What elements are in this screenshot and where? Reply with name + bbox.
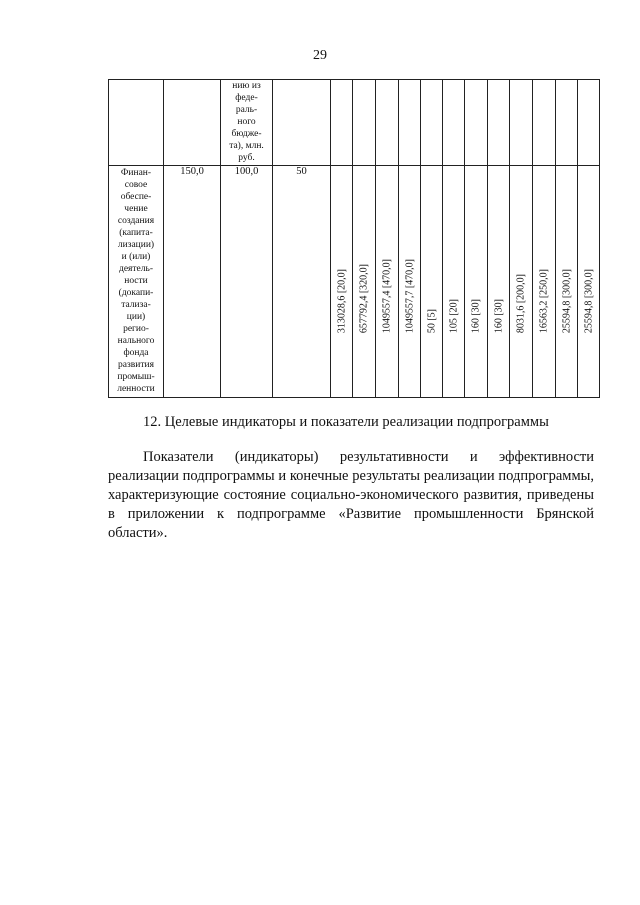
cell-col4: 50 xyxy=(273,166,331,398)
value-text: 25594,8 [300,0] xyxy=(561,268,572,333)
value-cell xyxy=(465,166,488,398)
header-cell xyxy=(273,80,331,166)
text-line: совое xyxy=(124,180,148,190)
header-cell xyxy=(488,80,510,166)
header-cell xyxy=(376,80,399,166)
header-cell xyxy=(399,80,421,166)
text-line: фонда xyxy=(123,348,149,358)
value-cell xyxy=(353,166,376,398)
text-line: создания xyxy=(117,216,155,226)
text-line: руб. xyxy=(238,153,255,163)
text-line: и (или) xyxy=(121,252,151,262)
cell-col3: 100,0 xyxy=(221,166,273,398)
text-line: (капита- xyxy=(119,228,153,238)
text-line: раль- xyxy=(235,105,258,115)
header-cell xyxy=(556,80,578,166)
header-cell xyxy=(510,80,533,166)
value-text: 16563,2 [250,0] xyxy=(538,268,550,333)
section-heading: 12. Целевые индикаторы и показатели реализации подпрограммы xyxy=(143,414,549,430)
cell-col2: 150,0 xyxy=(164,166,221,398)
value-cell xyxy=(421,166,443,398)
value-text: 50 [5] xyxy=(426,308,437,333)
text-line: ленности xyxy=(117,384,155,394)
text-line: ного xyxy=(237,117,256,127)
indicators-table xyxy=(108,79,600,398)
header-cell xyxy=(164,80,221,166)
text-line: ции) xyxy=(126,312,146,322)
value-cell xyxy=(399,166,421,398)
value-text: 160 [30] xyxy=(470,298,482,333)
value-text: 8031,6 [200,0] xyxy=(515,273,527,333)
text-line: (докапи- xyxy=(118,288,154,298)
header-cell xyxy=(109,80,164,166)
header-cell xyxy=(533,80,556,166)
text-line: промыш- xyxy=(117,372,155,382)
page-number: 29 xyxy=(313,48,327,63)
value-cell xyxy=(510,166,533,398)
value-cell xyxy=(578,166,600,398)
value-cell xyxy=(376,166,399,398)
header-cell-budget xyxy=(221,80,273,166)
table-row xyxy=(109,166,600,398)
value-text: 313028,6 [20,0] xyxy=(336,268,347,333)
text-line: обеспе- xyxy=(120,192,152,202)
value-text: 160 [30] xyxy=(493,298,504,333)
header-cell xyxy=(578,80,600,166)
text-line: деятель- xyxy=(118,264,154,274)
text-line: ности xyxy=(124,276,148,286)
row-name-cell xyxy=(109,166,164,398)
header-cell xyxy=(443,80,465,166)
value-text: 25594,8 [300,0] xyxy=(583,268,594,333)
header-cell xyxy=(421,80,443,166)
text-line: лизации) xyxy=(117,240,155,250)
header-cell xyxy=(331,80,353,166)
table-header-row xyxy=(109,80,600,166)
value-cell xyxy=(556,166,578,398)
header-cell xyxy=(465,80,488,166)
text-line: бюдже- xyxy=(231,129,262,139)
text-line: нального xyxy=(117,336,155,346)
header-budget-text xyxy=(221,80,272,164)
value-cell xyxy=(443,166,465,398)
value-cell xyxy=(488,166,510,398)
value-cell xyxy=(533,166,556,398)
text-line: регио- xyxy=(123,324,149,334)
value-text: 1049557,7 [470,0] xyxy=(404,258,415,333)
header-cell xyxy=(353,80,376,166)
value-text: 105 [20] xyxy=(448,298,459,333)
value-text: 1049557,4 [470,0] xyxy=(381,258,393,333)
row-name-text xyxy=(109,166,163,395)
text-line: чение xyxy=(124,204,148,214)
value-text: 657792,4 [320,0] xyxy=(358,263,370,333)
section-paragraph: Показатели (индикаторы) результативности и эффективности реализации подпрограммы и конечные результаты реализации подпрограммы, характеризующие состояние социально-экономического развития, приведены в приложении к подпрограмме «Развитие промышленности Брянской области». xyxy=(108,449,594,541)
text-line: феде- xyxy=(235,93,258,103)
text-line: Финан- xyxy=(120,168,152,178)
value-cell xyxy=(331,166,353,398)
text-line: нию из xyxy=(232,81,261,91)
text-line: развития xyxy=(118,360,154,370)
text-line: та), млн. xyxy=(229,141,264,151)
text-line: тализа- xyxy=(121,300,151,310)
